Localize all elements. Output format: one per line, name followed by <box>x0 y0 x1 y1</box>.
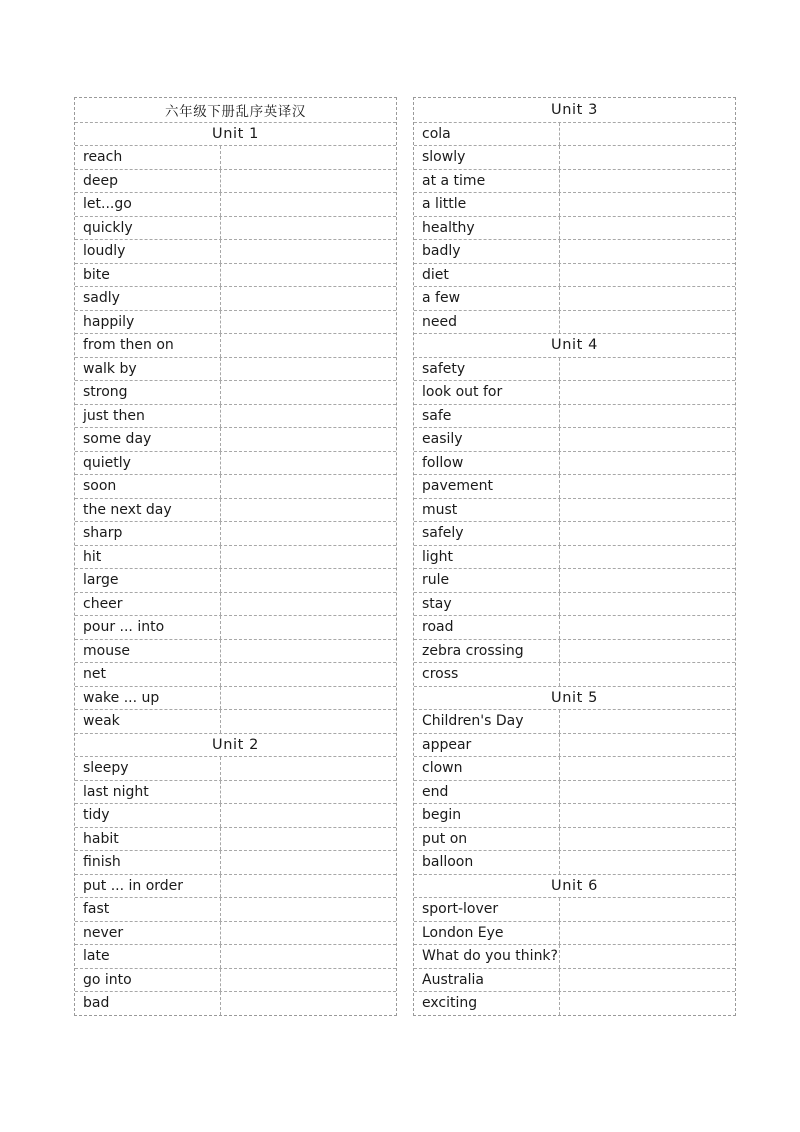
vocab-row <box>414 827 735 851</box>
answer-blank[interactable] <box>221 240 396 263</box>
vocab-row <box>414 216 735 240</box>
answer-blank[interactable] <box>221 593 396 616</box>
english-term: just then <box>75 405 221 428</box>
answer-blank[interactable] <box>221 969 396 992</box>
english-term: light <box>414 546 560 569</box>
vocab-row <box>414 968 735 992</box>
answer-blank[interactable] <box>560 922 735 945</box>
vocab-row <box>414 592 735 616</box>
english-term: put ... in order <box>75 875 221 898</box>
english-term: slowly <box>414 146 560 169</box>
english-term: happily <box>75 311 221 334</box>
english-term: hit <box>75 546 221 569</box>
english-term: sadly <box>75 287 221 310</box>
answer-blank[interactable] <box>560 945 735 968</box>
english-term: exciting <box>414 992 560 1015</box>
english-term: must <box>414 499 560 522</box>
answer-blank[interactable] <box>221 311 396 334</box>
unit-heading: Unit 3 <box>551 101 598 118</box>
answer-blank[interactable] <box>560 170 735 193</box>
vocab-row <box>414 545 735 569</box>
vocab-row <box>414 474 735 498</box>
english-term: put on <box>414 828 560 851</box>
vocab-row <box>414 427 735 451</box>
english-term: a little <box>414 193 560 216</box>
vocab-row <box>75 662 396 686</box>
english-term: bite <box>75 264 221 287</box>
answer-blank[interactable] <box>221 452 396 475</box>
answer-blank[interactable] <box>221 945 396 968</box>
answer-blank[interactable] <box>560 616 735 639</box>
vocab-row <box>414 803 735 827</box>
answer-blank[interactable] <box>560 240 735 263</box>
answer-blank[interactable] <box>221 405 396 428</box>
english-term: Australia <box>414 969 560 992</box>
vocab-row <box>75 756 396 780</box>
english-term: sharp <box>75 522 221 545</box>
english-term: a few <box>414 287 560 310</box>
english-term: strong <box>75 381 221 404</box>
english-term: sleepy <box>75 757 221 780</box>
vocab-row <box>414 145 735 169</box>
answer-blank[interactable] <box>221 428 396 451</box>
answer-blank[interactable] <box>221 710 396 733</box>
answer-blank[interactable] <box>560 781 735 804</box>
answer-blank[interactable] <box>560 499 735 522</box>
vocab-row <box>414 286 735 310</box>
answer-blank[interactable] <box>221 381 396 404</box>
vocab-row <box>75 991 396 1015</box>
english-term: finish <box>75 851 221 874</box>
english-term: road <box>414 616 560 639</box>
english-term: never <box>75 922 221 945</box>
answer-blank[interactable] <box>221 546 396 569</box>
vocab-row <box>414 780 735 804</box>
vocab-row <box>414 662 735 686</box>
vocab-row <box>75 145 396 169</box>
vocab-row <box>75 498 396 522</box>
vocab-row <box>414 169 735 193</box>
answer-blank[interactable] <box>560 311 735 334</box>
vocab-row <box>414 451 735 475</box>
answer-blank[interactable] <box>221 616 396 639</box>
right-vocabulary-table <box>413 97 736 1016</box>
answer-blank[interactable] <box>560 146 735 169</box>
english-term: net <box>75 663 221 686</box>
vocab-row <box>75 639 396 663</box>
vocab-row <box>414 404 735 428</box>
english-term: bad <box>75 992 221 1015</box>
vocab-row <box>414 263 735 287</box>
answer-blank[interactable] <box>221 640 396 663</box>
answer-blank[interactable] <box>560 992 735 1015</box>
english-term: follow <box>414 452 560 475</box>
english-term: end <box>414 781 560 804</box>
vocab-row <box>414 310 735 334</box>
vocab-row <box>75 427 396 451</box>
english-term: diet <box>414 264 560 287</box>
answer-blank[interactable] <box>560 828 735 851</box>
vocab-row <box>414 380 735 404</box>
english-term: safely <box>414 522 560 545</box>
english-term: What do you think? <box>414 945 560 968</box>
english-term: stay <box>414 593 560 616</box>
english-term: last night <box>75 781 221 804</box>
answer-blank[interactable] <box>221 781 396 804</box>
vocab-row <box>75 780 396 804</box>
unit-heading: Unit 4 <box>414 333 735 357</box>
vocab-row <box>75 333 396 357</box>
vocab-row <box>414 991 735 1015</box>
english-term: some day <box>75 428 221 451</box>
vocab-row <box>75 169 396 193</box>
answer-blank[interactable] <box>560 757 735 780</box>
answer-blank[interactable] <box>560 593 735 616</box>
answer-blank[interactable] <box>560 969 735 992</box>
english-term: cross <box>414 663 560 686</box>
english-term: weak <box>75 710 221 733</box>
english-term: the next day <box>75 499 221 522</box>
vocab-row <box>414 239 735 263</box>
vocab-row <box>75 216 396 240</box>
answer-blank[interactable] <box>221 475 396 498</box>
vocab-row <box>75 803 396 827</box>
answer-blank[interactable] <box>560 193 735 216</box>
answer-blank[interactable] <box>221 875 396 898</box>
answer-blank[interactable] <box>560 405 735 428</box>
unit-heading: Unit 5 <box>414 686 735 710</box>
vocab-row <box>414 944 735 968</box>
vocab-row <box>414 639 735 663</box>
answer-blank[interactable] <box>221 193 396 216</box>
english-term: pavement <box>414 475 560 498</box>
answer-blank[interactable] <box>560 264 735 287</box>
vocab-row <box>414 897 735 921</box>
vocab-row <box>75 545 396 569</box>
answer-blank[interactable] <box>221 757 396 780</box>
english-term: soon <box>75 475 221 498</box>
vocab-row <box>414 709 735 733</box>
english-term: healthy <box>414 217 560 240</box>
answer-blank[interactable] <box>221 851 396 874</box>
answer-blank[interactable] <box>560 546 735 569</box>
vocab-row <box>75 474 396 498</box>
answer-blank[interactable] <box>560 569 735 592</box>
english-term: cheer <box>75 593 221 616</box>
answer-blank[interactable] <box>221 922 396 945</box>
answer-blank[interactable] <box>560 734 735 757</box>
english-term: quickly <box>75 217 221 240</box>
vocab-row <box>75 827 396 851</box>
answer-blank[interactable] <box>560 428 735 451</box>
answer-blank[interactable] <box>560 123 735 146</box>
answer-blank[interactable] <box>560 640 735 663</box>
answer-blank[interactable] <box>221 146 396 169</box>
worksheet-title: 六年级下册乱序英译汉 <box>165 103 306 120</box>
vocab-row <box>75 357 396 381</box>
answer-blank[interactable] <box>221 898 396 921</box>
unit-heading: Unit 2 <box>75 733 396 757</box>
answer-blank[interactable] <box>221 499 396 522</box>
vocab-row <box>75 263 396 287</box>
english-term: mouse <box>75 640 221 663</box>
unit-heading: Unit 1 <box>75 122 396 146</box>
vocab-row <box>75 592 396 616</box>
answer-blank[interactable] <box>221 828 396 851</box>
english-term: need <box>414 311 560 334</box>
english-term: London Eye <box>414 922 560 945</box>
answer-blank[interactable] <box>221 569 396 592</box>
vocab-row <box>414 850 735 874</box>
english-term: walk by <box>75 358 221 381</box>
english-term: balloon <box>414 851 560 874</box>
english-term: deep <box>75 170 221 193</box>
english-term: go into <box>75 969 221 992</box>
english-term: fast <box>75 898 221 921</box>
vocab-row <box>75 239 396 263</box>
vocab-row <box>75 897 396 921</box>
vocab-row <box>414 122 735 146</box>
english-term: quietly <box>75 452 221 475</box>
answer-blank[interactable] <box>560 522 735 545</box>
english-term: large <box>75 569 221 592</box>
english-term: reach <box>75 146 221 169</box>
vocab-row <box>414 521 735 545</box>
answer-blank[interactable] <box>221 804 396 827</box>
left-vocabulary-table <box>74 97 397 1016</box>
answer-blank[interactable] <box>221 663 396 686</box>
vocab-row <box>75 944 396 968</box>
english-term: loudly <box>75 240 221 263</box>
vocab-row <box>75 968 396 992</box>
vocab-row <box>75 380 396 404</box>
english-term: rule <box>414 569 560 592</box>
answer-blank[interactable] <box>221 264 396 287</box>
vocab-row <box>75 615 396 639</box>
english-term: pour ... into <box>75 616 221 639</box>
answer-blank[interactable] <box>560 804 735 827</box>
answer-blank[interactable] <box>560 358 735 381</box>
unit-heading: Unit 6 <box>414 874 735 898</box>
vocab-row <box>414 921 735 945</box>
english-term: tidy <box>75 804 221 827</box>
answer-blank[interactable] <box>221 334 396 357</box>
vocab-row <box>414 756 735 780</box>
answer-blank[interactable] <box>221 287 396 310</box>
vocab-row <box>414 357 735 381</box>
vocab-row <box>75 874 396 898</box>
english-term: zebra crossing <box>414 640 560 663</box>
vocab-row <box>75 568 396 592</box>
english-term: look out for <box>414 381 560 404</box>
english-term: clown <box>414 757 560 780</box>
vocab-row <box>414 615 735 639</box>
vocab-row <box>75 404 396 428</box>
answer-blank[interactable] <box>560 287 735 310</box>
vocab-row <box>75 709 396 733</box>
answer-blank[interactable] <box>221 687 396 710</box>
answer-blank[interactable] <box>560 452 735 475</box>
english-term: habit <box>75 828 221 851</box>
english-term: safe <box>414 405 560 428</box>
english-term: at a time <box>414 170 560 193</box>
vocab-row <box>414 498 735 522</box>
answer-blank[interactable] <box>560 710 735 733</box>
english-term: begin <box>414 804 560 827</box>
vocab-row <box>414 733 735 757</box>
answer-blank[interactable] <box>221 217 396 240</box>
answer-blank[interactable] <box>221 170 396 193</box>
vocab-row <box>75 286 396 310</box>
vocab-row <box>75 686 396 710</box>
english-term: late <box>75 945 221 968</box>
answer-blank[interactable] <box>221 358 396 381</box>
answer-blank[interactable] <box>560 898 735 921</box>
english-term: easily <box>414 428 560 451</box>
answer-blank[interactable] <box>560 475 735 498</box>
english-term: Children's Day <box>414 710 560 733</box>
vocab-row <box>414 568 735 592</box>
vocab-row <box>75 850 396 874</box>
answer-blank[interactable] <box>221 992 396 1015</box>
vocab-row <box>75 192 396 216</box>
english-term: safety <box>414 358 560 381</box>
vocab-row <box>414 192 735 216</box>
english-term: appear <box>414 734 560 757</box>
vocab-row <box>75 451 396 475</box>
answer-blank[interactable] <box>221 522 396 545</box>
vocab-row <box>75 521 396 545</box>
answer-blank[interactable] <box>560 851 735 874</box>
answer-blank[interactable] <box>560 381 735 404</box>
answer-blank[interactable] <box>560 217 735 240</box>
vocab-row <box>75 921 396 945</box>
english-term: sport-lover <box>414 898 560 921</box>
answer-blank[interactable] <box>560 663 735 686</box>
english-term: cola <box>414 123 560 146</box>
english-term: from then on <box>75 334 221 357</box>
english-term: let...go <box>75 193 221 216</box>
english-term: badly <box>414 240 560 263</box>
english-term: wake ... up <box>75 687 221 710</box>
vocab-row <box>75 310 396 334</box>
